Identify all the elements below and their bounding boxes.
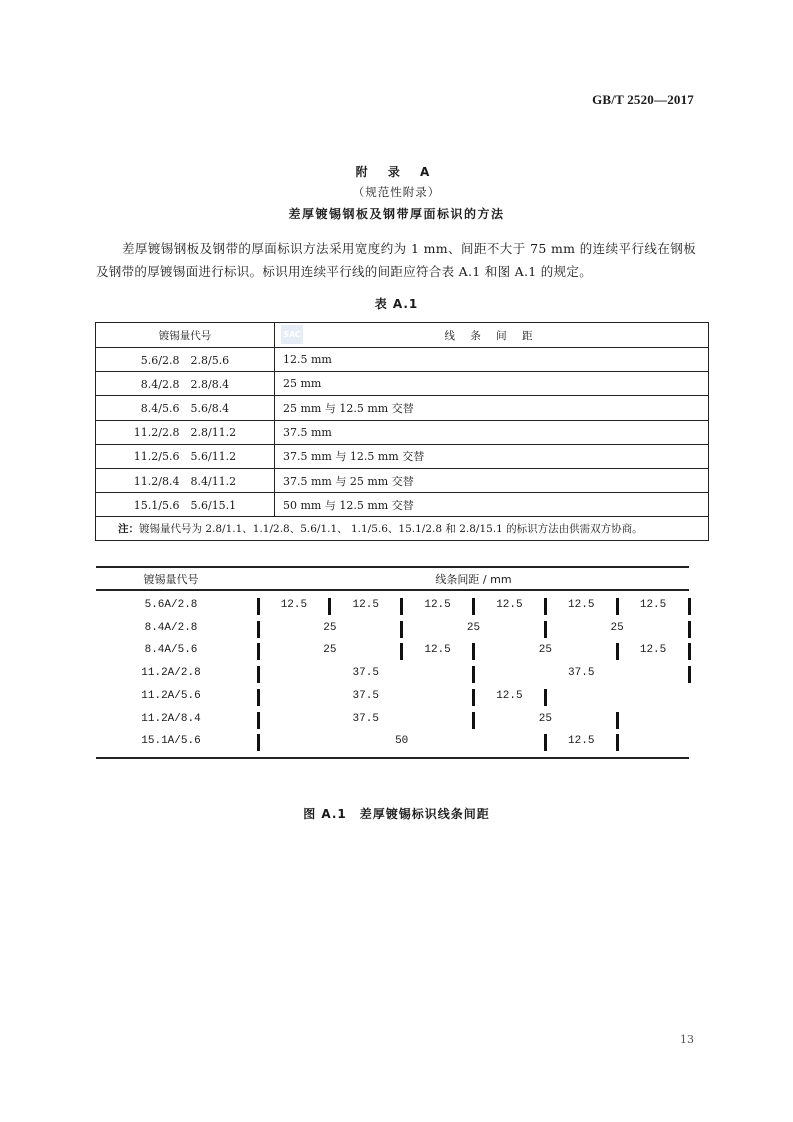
cell-spacing: 37.5 mm 与 12.5 mm 交替 bbox=[275, 444, 709, 468]
note-label: 注： bbox=[118, 523, 139, 536]
cell-spacing: 50 mm 与 12.5 mm 交替 bbox=[275, 493, 709, 517]
cell-spacing: 12.5 mm bbox=[275, 348, 709, 372]
table-row bbox=[96, 468, 709, 492]
figure-row-code: 8.4A/2.8 bbox=[144, 621, 198, 634]
cell-code: 8.4/2.8 2.8/8.4 bbox=[96, 372, 275, 396]
segment-spacing-label: 37.5 bbox=[352, 712, 379, 725]
note-text: 镀锡量代号为 2.8/1.1、1.1/2.8、5.6/1.1、 1.1/5.6、15.1/2.8 和 2.8/15.1 的标识方法由供需双方协商。 bbox=[139, 523, 643, 536]
segment-spacing-label: 25 bbox=[323, 621, 337, 634]
figure-bottom-rule bbox=[96, 757, 689, 759]
segment-spacing-label: 12.5 bbox=[639, 644, 667, 657]
cell-spacing: 25 mm 与 12.5 mm 交替 bbox=[275, 396, 709, 420]
segment-spacing-label: 25 bbox=[466, 621, 481, 634]
cell-spacing: 25 mm bbox=[275, 372, 709, 396]
annex-title: 附 录 A bbox=[355, 165, 438, 179]
figure-header-code: 镀锡量代号 bbox=[143, 573, 199, 586]
table-row bbox=[96, 444, 709, 468]
figure-row-code: 11.2A/8.4 bbox=[141, 712, 201, 725]
segment-spacing-label: 12.5 bbox=[352, 599, 379, 611]
cell-code: 11.2/2.8 2.8/11.2 bbox=[96, 420, 275, 444]
segment-spacing-label: 37.5 bbox=[352, 667, 379, 680]
segment-spacing-label: 12.5 bbox=[568, 735, 595, 748]
header-code: 镀锡量代号 bbox=[96, 323, 275, 348]
annex-type: （规范性附录） bbox=[352, 185, 441, 199]
table-row bbox=[96, 372, 709, 396]
table-row bbox=[96, 396, 709, 420]
table-a1 bbox=[95, 322, 709, 541]
table-header-row bbox=[96, 323, 709, 348]
segment-spacing-label: 50 bbox=[395, 735, 409, 748]
annex-heading: 差厚镀锡钢板及钢带厚面标识的方法 bbox=[288, 207, 505, 221]
segment-spacing-label: 12.5 bbox=[639, 599, 667, 611]
segment-spacing-label: 12.5 bbox=[496, 689, 523, 702]
figure-row-code: 11.2A/5.6 bbox=[141, 689, 201, 702]
cell-code: 8.4/5.6 5.6/8.4 bbox=[96, 396, 275, 420]
figure-header-rule bbox=[96, 589, 689, 591]
segment-spacing-label: 12.5 bbox=[424, 599, 451, 611]
page-number: 13 bbox=[680, 1033, 694, 1046]
segment-spacing-label: 25 bbox=[323, 644, 337, 657]
cell-code: 11.2/5.6 5.6/11.2 bbox=[96, 444, 275, 468]
segment-spacing-label: 25 bbox=[538, 712, 552, 725]
header-spacing-label: 线 条 间 距 bbox=[444, 329, 539, 342]
cell-spacing: 37.5 mm bbox=[275, 420, 709, 444]
segment-spacing-label: 25 bbox=[610, 621, 624, 634]
table-row bbox=[96, 493, 709, 517]
segment-spacing-label: 12.5 bbox=[424, 644, 451, 657]
segment-spacing-label: 37.5 bbox=[352, 689, 379, 702]
standard-code: GB/T 2520—2017 bbox=[592, 92, 694, 107]
cell-spacing: 37.5 mm 与 25 mm 交替 bbox=[275, 468, 709, 492]
cell-code: 15.1/5.6 5.6/15.1 bbox=[96, 493, 275, 517]
figure-row-code: 11.2A/2.8 bbox=[141, 667, 201, 680]
cell-code: 11.2/8.4 8.4/11.2 bbox=[96, 468, 275, 492]
segment-spacing-label: 25 bbox=[538, 644, 552, 657]
table-row bbox=[96, 348, 709, 372]
header-spacing bbox=[275, 323, 709, 348]
sac-watermark: SAC bbox=[281, 325, 303, 344]
table-note bbox=[96, 517, 709, 541]
table-row bbox=[96, 420, 709, 444]
segment-spacing-label: 12.5 bbox=[568, 599, 595, 611]
table-note-row bbox=[96, 517, 709, 541]
figure-top-rule bbox=[96, 566, 689, 568]
figure-header-spacing: 线条间距 / mm bbox=[435, 573, 512, 586]
segment-spacing-label: 12.5 bbox=[280, 599, 308, 611]
segment-spacing-label: 37.5 bbox=[568, 667, 595, 680]
cell-code: 5.6/2.8 2.8/5.6 bbox=[96, 348, 275, 372]
segment-spacing-label: 12.5 bbox=[496, 599, 523, 611]
figure-row-code: 5.6A/2.8 bbox=[144, 599, 198, 611]
body-paragraph: 差厚镀锡钢板及钢带的厚面标识方法采用宽度约为 1 mm、间距不大于 75 mm 的连续平行线在钢板及钢带的厚镀锡面进行标识。标识用连续平行线的间距应符合表 A.1 和图 A.1 的规定。 bbox=[96, 241, 696, 279]
figure-row-code: 8.4A/5.6 bbox=[144, 644, 198, 657]
figure-caption: 图 A.1 差厚镀锡标识线条间距 bbox=[303, 807, 490, 821]
figure-row-code: 15.1A/5.6 bbox=[141, 735, 201, 748]
table-caption: 表 A.1 bbox=[374, 297, 419, 311]
